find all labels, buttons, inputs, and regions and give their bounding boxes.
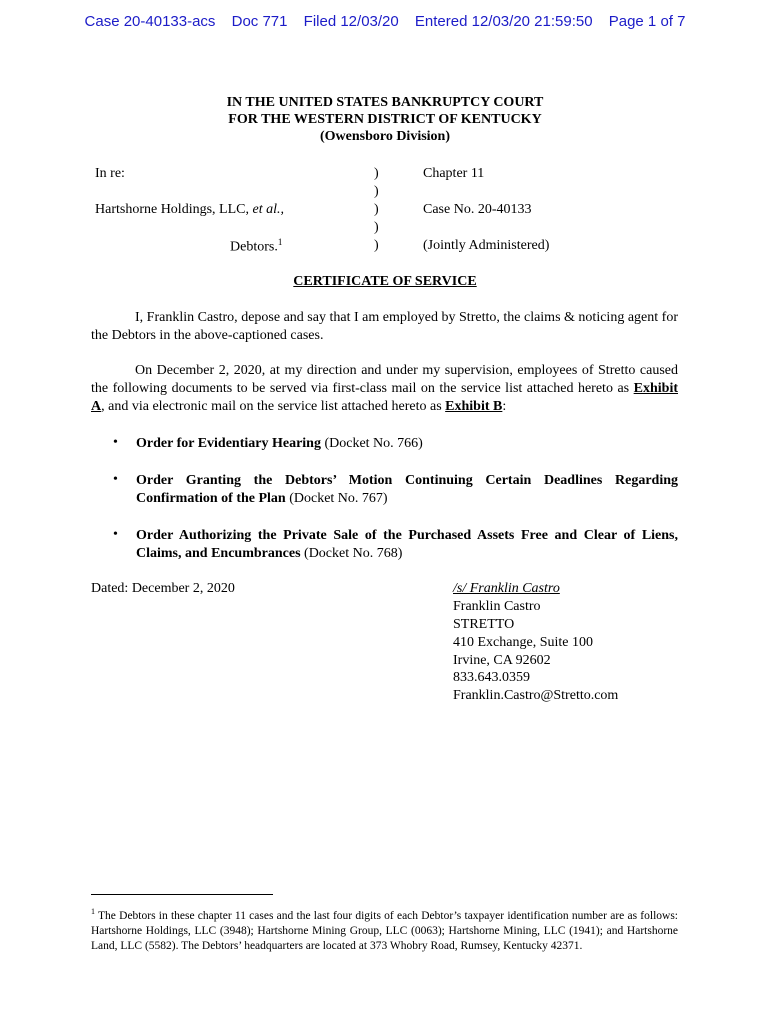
signer-company: STRETTO: [453, 617, 515, 632]
in-re-label: In re:: [95, 166, 125, 181]
court-title-line1: IN THE UNITED STATES BANKRUPTCY COURT: [226, 95, 544, 110]
bullet-item: Order Authorizing the Private Sale of the Purchased Assets Free and Clear of Liens, Claims, and Encumbrances (Docket No. 768): [136, 528, 678, 561]
footnote-ref: 1: [277, 237, 283, 247]
case-no: Case No. 20-40133: [423, 202, 532, 217]
bullet-item: Order Granting the Debtors’ Motion Continuing Certain Deadlines Regarding Confirmation of the Plan (Docket No. 767): [136, 473, 678, 506]
caption-paren: ): [374, 238, 379, 253]
debtors-label: Debtors.$^1$: [230, 237, 283, 255]
filed-date: Filed 12/03/20: [303, 13, 399, 30]
debtor-name: Hartshorne Holdings, LLC, et al.,: [95, 202, 284, 217]
service-paragraph: On December 2, 2020, at my direction and under my supervision, employees of Stretto caused the following documents to be served via first-class mail on the service list attached hereto as Exhibit A, and via electronic mail on the service list attached hereto as Exhibit B:: [91, 363, 678, 414]
bullet-icon: •: [113, 472, 118, 487]
exhibit-b: Exhibit B: [445, 399, 503, 414]
caption-paren: ): [374, 166, 379, 181]
signature: /s/ Franklin Castro: [453, 581, 560, 596]
signer-address1: 410 Exchange, Suite 100: [453, 635, 593, 650]
entered-date: Entered 12/03/20 21:59:50: [414, 13, 593, 30]
signer-email: Franklin.Castro@Stretto.com: [453, 688, 619, 703]
dated-line: Dated: December 2, 2020: [91, 581, 235, 596]
signer-address2: Irvine, CA 92602: [453, 653, 551, 668]
ecf-header: [0, 13, 770, 30]
footnote-divider: [91, 894, 273, 895]
court-title-line2: FOR THE WESTERN DISTRICT OF KENTUCKY: [228, 112, 542, 127]
footnote-number: 1: [91, 907, 95, 916]
court-division: (Owensboro Division): [319, 129, 451, 144]
signer-phone: 833.643.0359: [453, 670, 530, 685]
signer-name: Franklin Castro: [453, 599, 541, 614]
certificate-title: CERTIFICATE OF SERVICE: [293, 274, 477, 289]
caption-paren: ): [374, 202, 379, 217]
caption-paren: ): [374, 184, 379, 199]
intro-paragraph: I, Franklin Castro, depose and say that I am employed by Stretto, the claims & noticing agent for the Debtors in the above-captioned cases.: [91, 310, 678, 343]
et-al: et al.,: [252, 202, 284, 217]
page-number: Page 1 of 7: [608, 13, 686, 30]
footnote: $^1$ The Debtors in these chapter 11 cases and the last four digits of each Debtor’s taxpayer identification number are as follows: Hartshorne Holdings, LLC (3948); Hartshorne Mining Group, LLC (0063); Hartshorne Mining, LLC (1941); and Hartshorne Land, LLC (5582). The Debtors’ headquarters are located at 373 Whobry Road, Rumsey, Kentucky 42371.: [91, 907, 678, 952]
case-number: Case 20-40133-acs: [84, 13, 216, 30]
exhibit-a: Exhibit A: [91, 381, 678, 414]
bullet-icon: •: [113, 527, 118, 542]
bullet-icon: •: [113, 435, 118, 450]
jointly-administered: (Jointly Administered): [423, 238, 550, 253]
bullet-item: Order for Evidentiary Hearing (Docket No. 766): [136, 436, 423, 451]
chapter-label: Chapter 11: [423, 166, 485, 181]
caption-paren: ): [374, 220, 379, 235]
doc-number: Doc 771: [231, 13, 288, 30]
